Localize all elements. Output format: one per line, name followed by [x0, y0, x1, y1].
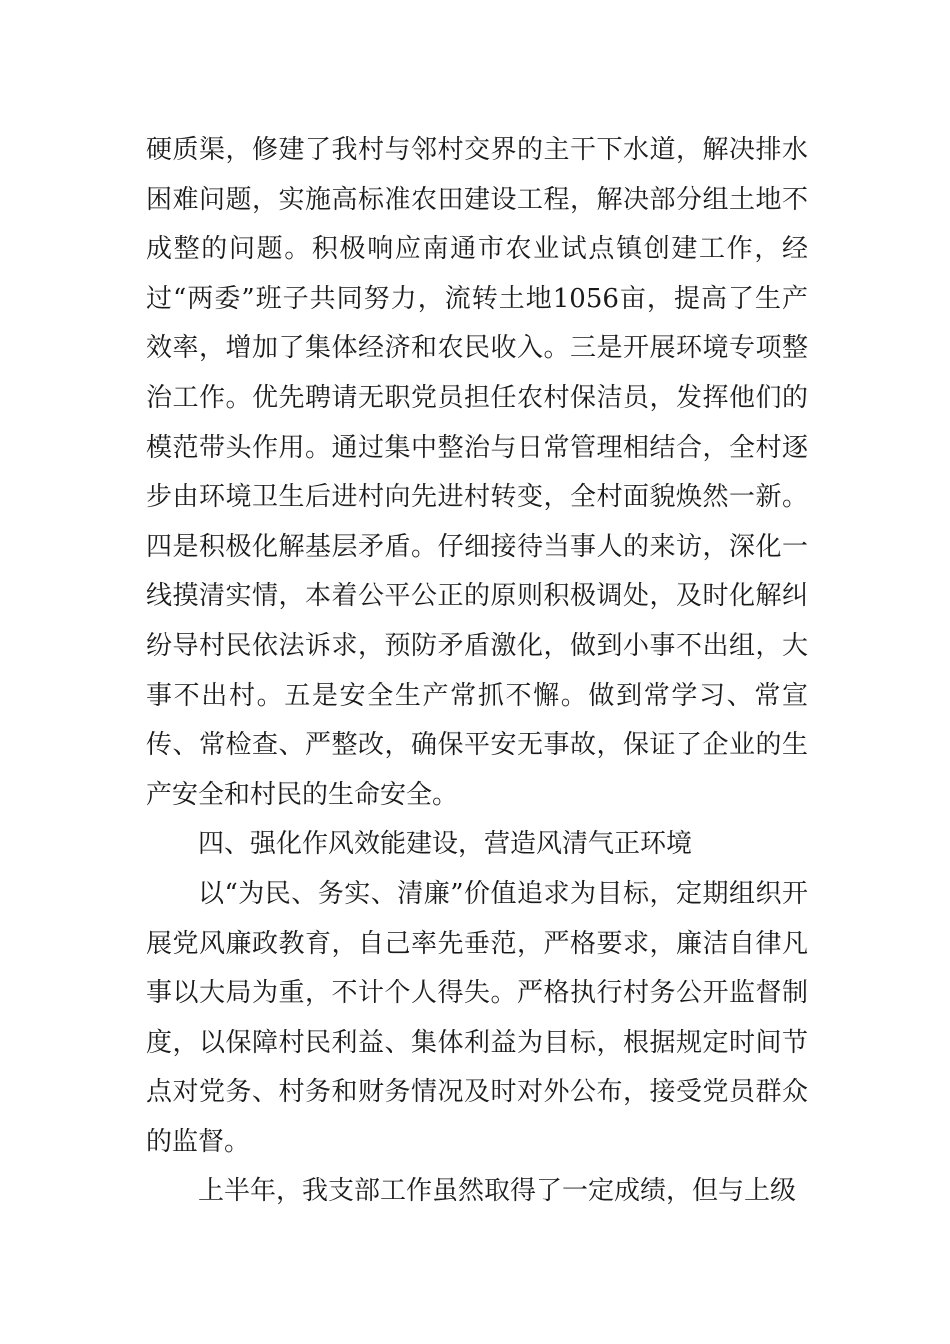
paragraph-summary-start: 上半年，我支部工作虽然取得了一定成绩，但与上级	[198, 1176, 797, 1207]
paragraph-continuation: 硬质渠，修建了我村与邻村交界的主干下水道，解决排水困难问题，实施高标准农田建设工程，解决部分组土地不成整的问题。积极响应南通市农业试点镇创建工作，经过“两委”班子共同努力，流转土地1056亩，提高了生产效率，增加了集体经济和农民收入。三是开展环境专项整治工作。优先聘请无职党员担任农村保洁员，发挥他们的模范带头作用。通过集中整治与日常管理相结合，全村逐步由环境卫生后进村向先进村转变，全村面貌焕然一新。四是积极化解基层矛盾。仔细接待当事人的来访，深化一线摸清实情，本着公平公正的原则积极调处，及时化解纠纷导村民依法诉求，预防矛盾激化，做到小事不出组，大事不出村。五是安全生产常抓不懈。做到常学习、常宣传、常检查、严整改，确保平安无事故，保证了企业的生产安全和村民的生命安全。	[146, 135, 808, 810]
paragraph-work-style: 以“为民、务实、清廉”价值追求为目标，定期组织开展党风廉政教育，自己率先垂范，严格要求，廉洁自律凡事以大局为重，不计个人得失。严格执行村务公开监督制度，以保障村民利益、集体利益为目标，根据规定时间节点对党务、村务和财务情况及时对外公布，接受党员群众的监督。	[146, 878, 808, 1157]
document-body	[146, 126, 808, 1217]
section-heading-four: 四、强化作风效能建设，营造风清气正环境	[198, 829, 693, 860]
